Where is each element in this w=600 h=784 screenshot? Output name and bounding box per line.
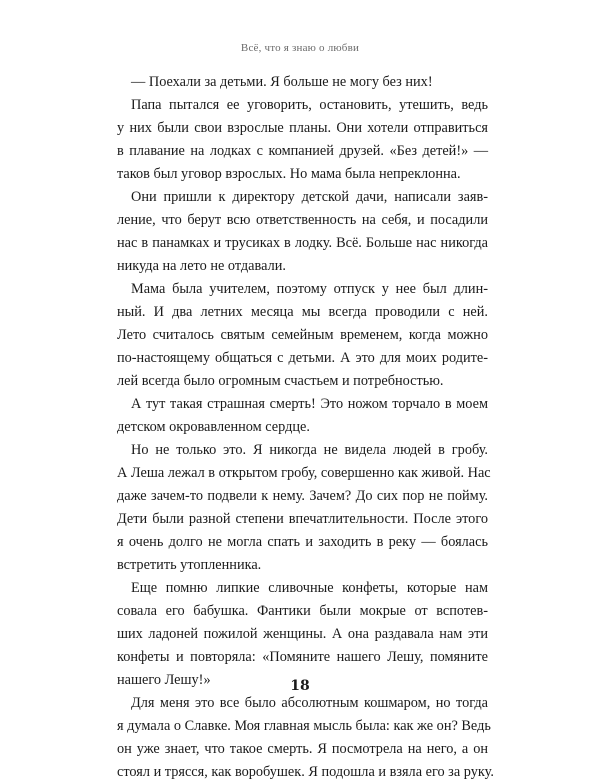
text-line: конфеты и повторяла: «Помяните нашего Лешу, помяните	[117, 649, 488, 665]
paragraph	[117, 439, 491, 577]
paragraph	[117, 692, 494, 784]
text-line: нас в панамках и трусиках в лодку. Всё. Больше нас никогда	[117, 235, 488, 251]
text-line: даже зачем-то подвели к нему. Зачем? До сих пор не пойму.	[117, 488, 488, 504]
text-line: нашего Лешу!»	[117, 672, 211, 688]
text-line: Папа пытался ее уговорить, остановить, утешить, ведь	[131, 97, 488, 113]
text-line: детском окровавленном сердце.	[117, 419, 310, 435]
paragraph	[117, 186, 488, 278]
text-line: ление, что берут всю ответственность на себя, и посадили	[117, 212, 488, 228]
paragraph	[117, 278, 488, 393]
text-line: Для меня это все было абсолютным кошмаром, но тогда	[131, 695, 488, 711]
paragraph	[117, 94, 488, 186]
text-line: ших ладоней пожилой женщины. А она раздавала нам эти	[117, 626, 488, 642]
page-number: 18	[290, 678, 310, 694]
text-line: А Леша лежал в открытом гробу, совершенно как живой. Нас	[117, 465, 491, 481]
text-line: в плавание на лодках с компанией друзей. «Без детей!» —	[117, 143, 488, 159]
text-line: Мама была учителем, поэтому отпуск у нее был длин-	[131, 281, 488, 297]
text-line: ный. И два летних месяца мы всегда проводили с ней.	[117, 304, 488, 320]
text-line: у них были свои взрослые планы. Они хотели отправиться	[117, 120, 488, 136]
text-line: Лето считалось святым семейным временем, когда можно	[117, 327, 488, 343]
paragraph	[117, 393, 488, 439]
text-line: совала его бабушка. Фантики были мокрые от вспотев-	[117, 603, 488, 619]
paragraph	[117, 71, 488, 94]
text-line: по-настоящему общаться с детьми. А это для моих родите-	[117, 350, 488, 366]
text-line: Но не только это. Я никогда не видела людей в гробу.	[131, 442, 488, 458]
text-line: А тут такая страшная смерть! Это ножом торчало в моем	[131, 396, 488, 412]
text-line: стоял и трясся, как воробушек. Я подошла и взяла его за руку.	[117, 764, 494, 780]
text-line: Они пришли к директору детской дачи, написали заяв-	[131, 189, 488, 205]
text-line: я думала о Славке. Моя главная мысль была: как же он? Ведь	[117, 718, 491, 734]
text-line: — Поехали за детьми. Я больше не могу без них!	[131, 74, 433, 90]
text-line: лей всегда было огромным счастьем и потребностью.	[117, 373, 444, 389]
text-line: я очень долго не могла спать и заходить в реку — боялась	[117, 534, 488, 550]
text-line: Еще помню липкие сливочные конфеты, которые нам	[131, 580, 488, 596]
text-line: встретить утопленника.	[117, 557, 262, 573]
running-head: Всё, что я знаю о любви	[240, 42, 360, 54]
text-line: никуда на лето не отдавали.	[117, 258, 286, 274]
paragraph	[117, 577, 488, 692]
text-line: Дети были разной степени впечатлительности. После этого	[117, 511, 488, 527]
text-line: он уже знает, что такое смерть. Я посмотрела на него, а он	[117, 741, 488, 757]
text-line: таков был уговор взрослых. Но мама была непреклонна.	[117, 166, 461, 182]
